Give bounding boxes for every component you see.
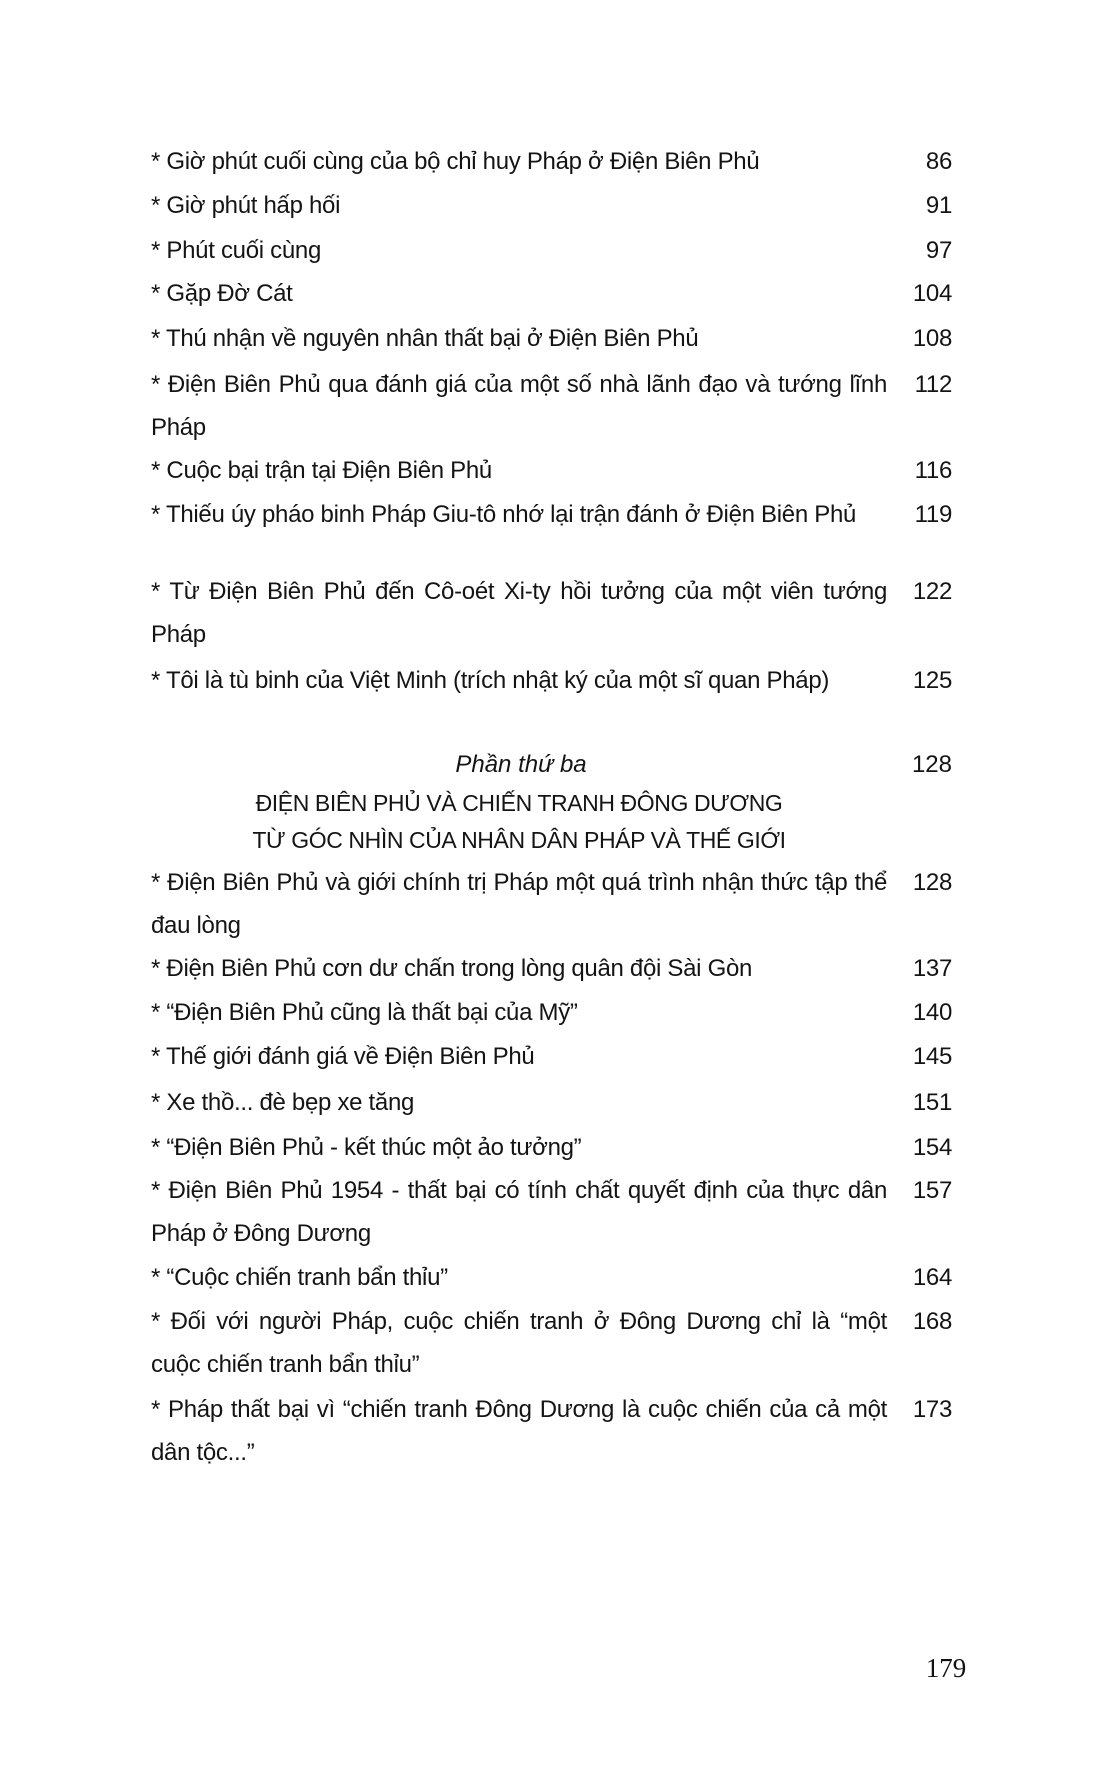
toc-entry-title: * “Điện Biên Phủ cũng là thất bại của Mỹ” (151, 999, 578, 1026)
toc-entry-page: 91 (925, 192, 952, 219)
toc-entry (151, 1035, 952, 1078)
toc-entry-page: 112 (914, 371, 952, 398)
toc-entry-title: * Đối với người Pháp, cuộc chiến tranh ở Đông Dương chỉ là “một cuộc chiến tranh bẩn thỉu” (151, 1308, 887, 1378)
toc-entry-page: 173 (912, 1396, 952, 1423)
toc-entry-page: 108 (912, 325, 952, 352)
toc-entry-title: * Tôi là tù binh của Việt Minh (trích nhật ký của một sĩ quan Pháp) (151, 667, 830, 694)
toc-entry (151, 1256, 952, 1299)
toc-entry (151, 1388, 952, 1474)
toc-entry-page: 122 (912, 578, 952, 605)
toc-entry-page: 154 (912, 1134, 952, 1161)
toc-entry-title: * Giờ phút cuối cùng của bộ chỉ huy Pháp ở Điện Biên Phủ (151, 148, 760, 175)
toc-entry-title: * Phút cuối cùng (151, 237, 321, 264)
toc-entry (151, 1169, 952, 1255)
toc-entry-title: * “Cuộc chiến tranh bẩn thỉu” (151, 1264, 448, 1291)
toc-entry-title: * Pháp thất bại vì “chiến tranh Đông Dương là cuộc chiến của cả một dân tộc...” (151, 1396, 887, 1466)
toc-entry-title: * Thiếu úy pháo binh Pháp Giu-tô nhớ lại trận đánh ở Điện Biên Phủ (151, 501, 857, 528)
toc-entry (151, 229, 952, 272)
toc-entry (151, 493, 952, 536)
toc-entry-title: * Thú nhận về nguyên nhân thất bại ở Điện Biên Phủ (151, 325, 699, 352)
toc-entry (151, 861, 952, 947)
toc-entry (151, 1126, 952, 1169)
toc-entry-title: * Thế giới đánh giá về Điện Biên Phủ (151, 1043, 535, 1070)
toc-entry (151, 317, 952, 360)
part-heading-line-2: TỪ GÓC NHÌN CỦA NHÂN DÂN PHÁP VÀ THẾ GIỚI (252, 827, 786, 853)
toc-entry-page: 119 (914, 501, 952, 528)
toc-entry-page: 137 (912, 955, 952, 982)
part-heading-line-1: ĐIỆN BIÊN PHỦ VÀ CHIẾN TRANH ĐÔNG DƯƠNG (255, 790, 783, 816)
toc-entry-title: * Gặp Đờ Cát (151, 280, 293, 307)
toc-entry-page: 125 (912, 667, 952, 694)
toc-entry-page: 151 (912, 1089, 952, 1116)
toc-entry (151, 184, 952, 227)
toc-entry-page: 104 (912, 280, 952, 307)
toc-entry-page: 140 (912, 999, 952, 1026)
toc-entry-page: 157 (912, 1177, 952, 1204)
page-number: 179 (925, 1653, 967, 1683)
toc-entry-title: * Điện Biên Phủ qua đánh giá của một số nhà lãnh đạo và tướng lĩnh Pháp (151, 371, 887, 441)
toc-entry-page: 164 (912, 1264, 952, 1291)
toc-entry-page: 86 (925, 148, 952, 175)
toc-entry (151, 363, 952, 449)
toc-entry-title: * Từ Điện Biên Phủ đến Cô-oét Xi-ty hồi tưởng của một viên tướng Pháp (151, 578, 887, 648)
toc-entry-title: * Cuộc bại trận tại Điện Biên Phủ (151, 457, 492, 484)
toc-entry (151, 1081, 952, 1124)
toc-entry-title: * Giờ phút hấp hối (151, 192, 341, 219)
toc-entry-page: 145 (912, 1043, 952, 1070)
toc-entry-title: * Điện Biên Phủ cơn dư chấn trong lòng quân đội Sài Gòn (151, 955, 753, 982)
toc-entry (151, 449, 952, 492)
part-page: 128 (911, 751, 952, 778)
toc-entry-page: 116 (914, 457, 952, 484)
toc-entry-title: * Điện Biên Phủ 1954 - thất bại có tính chất quyết định của thực dân Pháp ở Đông Dương (151, 1177, 887, 1247)
toc-entry-title: * Điện Biên Phủ và giới chính trị Pháp một quá trình nhận thức tập thể đau lòng (151, 869, 887, 939)
toc-entry-title: * “Điện Biên Phủ - kết thúc một ảo tưởng” (151, 1134, 582, 1161)
toc-entry-page: 97 (925, 237, 952, 264)
toc-entry (151, 991, 952, 1034)
toc-entry-page: 128 (912, 869, 952, 896)
toc-entry (151, 662, 952, 699)
part-label: Phần thứ ba (455, 751, 587, 778)
toc-entry (151, 947, 952, 990)
toc-entry (151, 272, 952, 315)
toc-entry (151, 1300, 952, 1386)
toc-entry (151, 570, 952, 656)
toc-entry-page: 168 (912, 1308, 952, 1335)
toc-entry (151, 140, 952, 183)
toc-entry-title: * Xe thồ... đè bẹp xe tăng (151, 1089, 415, 1116)
